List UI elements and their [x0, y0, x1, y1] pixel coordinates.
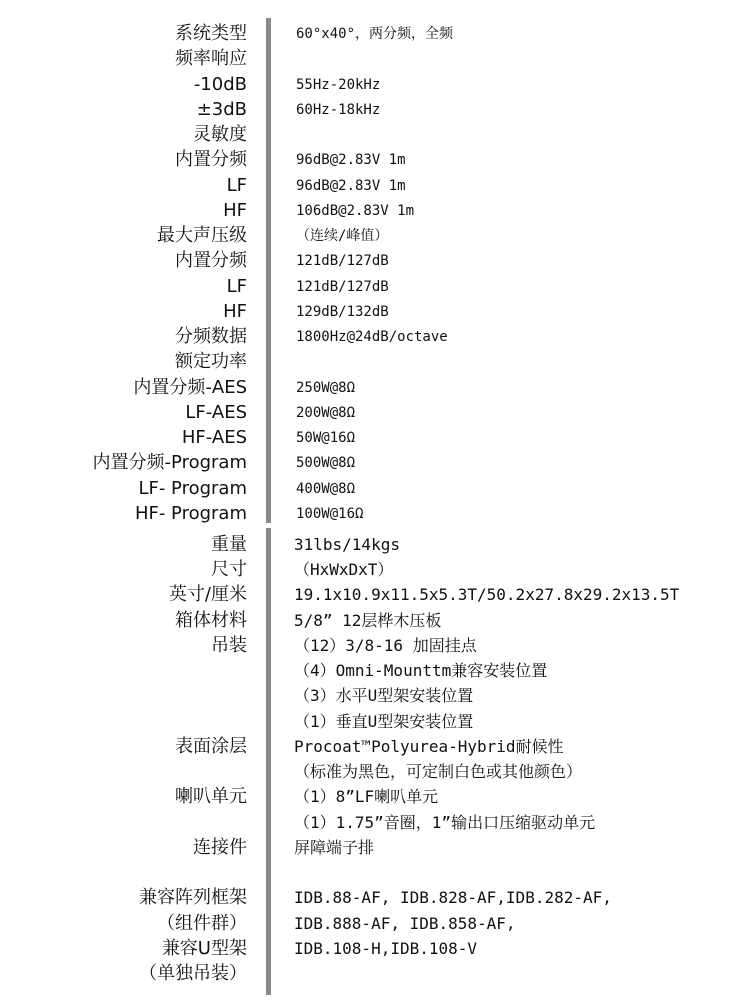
spec-value: 5/8” 12层桦木压板	[294, 610, 442, 630]
spec-label: 连接件	[193, 836, 247, 858]
spec-row	[0, 533, 750, 557]
spec-row	[0, 199, 750, 223]
spec-label: 重量	[211, 534, 247, 555]
spec-value: 250W@8Ω	[296, 379, 356, 396]
spec-value: （1）8”LF喇叭单元	[294, 787, 439, 807]
spec-label: LF	[226, 275, 247, 297]
spec-label: 内置分频	[175, 149, 247, 171]
spec-row	[0, 350, 750, 374]
spec-value: （4）Omni-Mounttm兼容安装位置	[294, 661, 548, 681]
spec-row	[0, 477, 750, 501]
spec-row	[0, 937, 750, 961]
spec-value: （12）3/8-16 加固挂点	[294, 635, 477, 655]
spec-value: 96dB@2.83V 1m	[296, 152, 406, 169]
spec-row	[0, 583, 750, 607]
spec-row	[0, 224, 750, 248]
spec-value: 400W@8Ω	[296, 480, 356, 497]
spec-row	[0, 325, 750, 349]
spec-label: 系统类型	[175, 23, 247, 44]
spec-row	[0, 760, 750, 784]
spec-row	[0, 249, 750, 273]
spec-value: 106dB@2.83V 1m	[296, 202, 415, 219]
spec-value: 1800Hz@24dB/octave	[296, 329, 448, 346]
spec-value: 96dB@2.83V 1m	[296, 177, 406, 194]
spec-row	[0, 300, 750, 324]
spec-value: 100W@16Ω	[296, 505, 364, 522]
spec-value: 200W@8Ω	[296, 404, 356, 421]
spec-label: LF	[226, 174, 247, 196]
spec-value: 19.1x10.9x11.5x5.3T/50.2x27.8x29.2x13.5T	[294, 585, 680, 605]
spec-row	[0, 47, 750, 71]
spec-label: LF- Program	[138, 477, 247, 499]
spec-label: 分频数据	[175, 326, 247, 348]
spec-value: 121dB/127dB	[296, 278, 389, 295]
spec-row	[0, 451, 750, 475]
spec-row	[0, 609, 750, 633]
spec-row	[0, 558, 750, 582]
spec-row	[0, 123, 750, 147]
spec-label: （组件群）	[157, 912, 247, 934]
spec-value: （1）1.75”音圈，1”输出口压缩驱动单元	[294, 812, 596, 832]
spec-value: 60°x40°，两分频，全频	[296, 26, 454, 42]
spec-row	[0, 98, 750, 122]
spec-row	[0, 502, 750, 526]
spec-label: HF	[223, 199, 247, 221]
spec-row	[0, 861, 750, 885]
spec-value: （连续/峰值）	[296, 228, 389, 245]
spec-label: 频率响应	[175, 48, 247, 70]
spec-value: IDB.88-AF, IDB.828-AF,IDB.282-AF,	[294, 888, 612, 908]
spec-row	[0, 376, 750, 400]
spec-value: （3）水平U型架安装位置	[294, 686, 474, 706]
spec-row	[0, 148, 750, 172]
spec-label: 内置分频-AES	[133, 376, 247, 398]
spec-label: HF-AES	[181, 427, 247, 449]
spec-label: 额定功率	[175, 351, 247, 373]
spec-value: （标准为黑色，可定制白色或其他颜色）	[294, 762, 583, 782]
spec-value: Procoat™Polyurea-Hybrid耐候性	[294, 736, 564, 756]
spec-value: 55Hz-20kHz	[296, 76, 381, 93]
spec-label: 吊装	[211, 634, 247, 656]
spec-row	[0, 73, 750, 97]
spec-row	[0, 634, 750, 658]
spec-label: 内置分频-Program	[92, 452, 247, 474]
spec-value: 60Hz-18kHz	[296, 101, 381, 118]
spec-label: 尺寸	[211, 559, 247, 581]
spec-value: IDB.108-H,IDB.108-V	[294, 938, 478, 958]
spec-row	[0, 401, 750, 425]
spec-label: ±3dB	[196, 98, 247, 120]
spec-value: （HxWxDxT）	[294, 560, 394, 580]
spec-label: 喇叭单元	[175, 786, 247, 808]
spec-label: 灵敏度	[193, 124, 247, 146]
spec-row	[0, 659, 750, 683]
spec-row	[0, 912, 750, 936]
spec-label: 最大声压级	[157, 225, 247, 247]
spec-value: 31lbs/14kgs	[294, 535, 400, 554]
spec-label: HF	[223, 300, 247, 322]
spec-label: 内置分频	[175, 250, 247, 272]
spec-label: （单独吊装）	[139, 963, 247, 985]
spec-row	[0, 811, 750, 835]
spec-row	[0, 426, 750, 450]
spec-row	[0, 836, 750, 860]
spec-value: 500W@8Ω	[296, 455, 356, 472]
spec-value: 129dB/132dB	[296, 303, 389, 320]
spec-row	[0, 174, 750, 198]
spec-value: 屏障端子排	[294, 837, 375, 857]
spec-label: 箱体材料	[175, 609, 247, 631]
spec-label: 兼容阵列框架	[139, 887, 247, 909]
spec-row	[0, 710, 750, 734]
spec-label: 英寸/厘米	[168, 584, 247, 606]
spec-row	[0, 886, 750, 910]
spec-label: -10dB	[193, 73, 247, 95]
spec-row	[0, 275, 750, 299]
spec-value: （1）垂直U型架安装位置	[294, 711, 474, 731]
spec-label: LF-AES	[185, 401, 247, 423]
spec-value: IDB.888-AF, IDB.858-AF,	[294, 913, 516, 933]
spec-label: 表面涂层	[175, 735, 247, 757]
spec-row	[0, 684, 750, 708]
spec-row	[0, 735, 750, 759]
spec-value: 121dB/127dB	[296, 253, 389, 270]
spec-label: 兼容U型架	[161, 937, 247, 959]
spec-row	[0, 785, 750, 809]
spec-row	[0, 22, 750, 46]
spec-row	[0, 962, 750, 986]
spec-label: HF- Program	[134, 502, 247, 524]
spec-value: 50W@16Ω	[296, 430, 356, 447]
